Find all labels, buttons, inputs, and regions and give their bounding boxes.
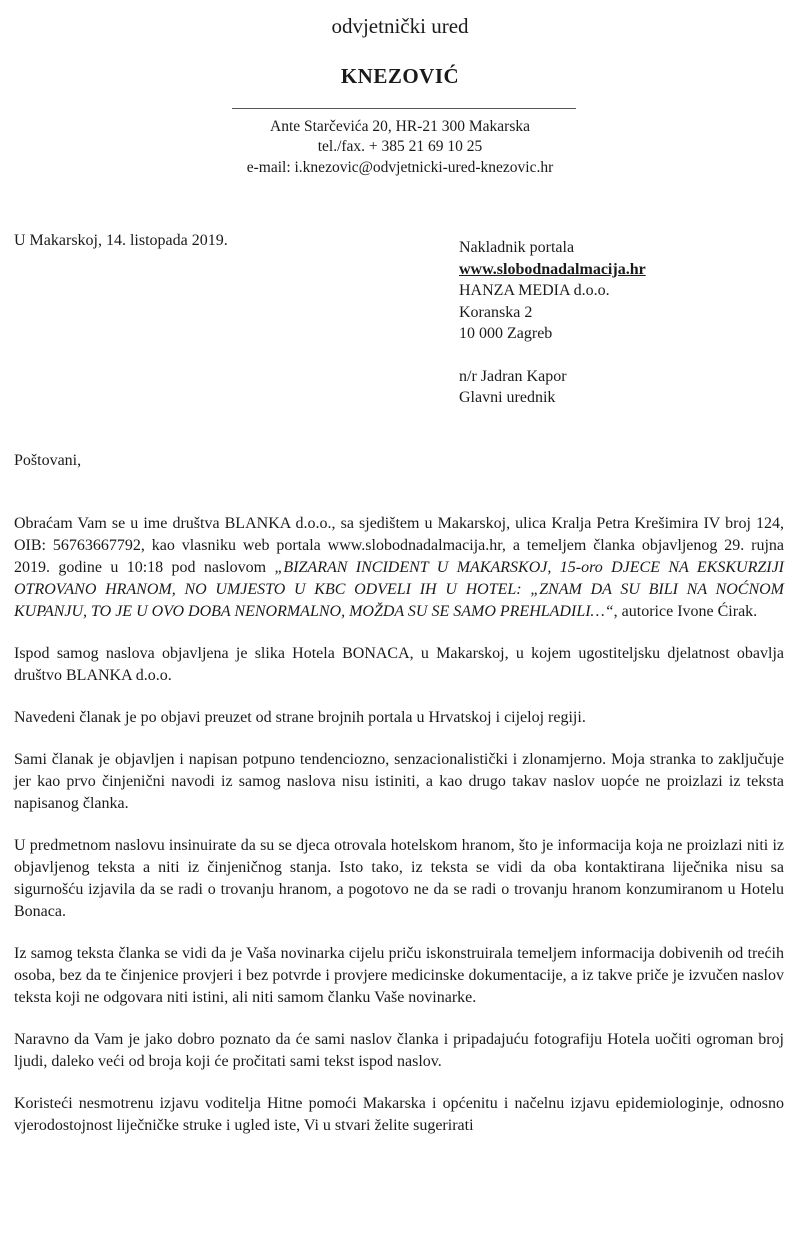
letterhead-divider [232, 108, 576, 109]
paragraph-8: Koristeći nesmotrenu izjavu voditelja Hitne pomoći Makarska i općenitu i načelnu izjavu epidemiologinje, odnosno vjerodostojnost liječničke struke i ugled iste, Vi u stvari želite sugerirati [14, 1095, 784, 1134]
paragraph-5: U predmetnom naslovu insinuirate da su se djeca otrovala hotelskom hranom, što je informacija koja ne proizlazi niti iz objavljenog teksta a niti iz činjeničnog stanja. Isto tako, iz teksta se vidi da oba kontaktirana liječnika nisu sa sigurnošću izjavila da se radi o trovanju hranom, a pogotovo ne da se radi o trovanju hranom konzumiranom u Hotelu Bonaca. [14, 837, 784, 920]
letterhead-address: Ante Starčevića 20, HR-21 300 Makarska [270, 118, 530, 135]
paragraph-1-outro: , autorice Ivone Ćirak. [613, 603, 758, 620]
letterhead-office: odvjetnički ured [331, 14, 469, 38]
paragraph-7: Naravno da Vam je jako dobro poznato da će sami naslov članka i pripadajuću fotografiju Hotela uočiti ogroman broj ljudi, daleko veći od broja koji će pročitati sami tekst ispod naslov. [14, 1031, 784, 1070]
paragraph-2: Ispod samog naslova objavljena je slika Hotela BONACA, u Makarskoj, u kojem ugostiteljsku djelatnost obavlja društvo BLANKA d.o.o. [14, 645, 784, 684]
recipient-block [459, 237, 646, 409]
paragraph-4: Sami članak je objavljen i napisan potpuno tendenciozno, senzacionalistički i zlonamjerno. Moja stranka to zaključuje jer kao prvo činjenični navodi iz samog naslova nisu istiniti, a kao drugo takav naslov uopće ne proizlazi iz teksta napisanog članka. [14, 751, 784, 812]
date-line: U Makarskoj, 14. listopada 2019. [14, 232, 228, 249]
paragraph-3: Navedeni članak je po objavi preuzet od strane brojnih portala u Hrvatskoj i cijeloj regiji. [14, 709, 586, 726]
letter-body [14, 513, 784, 1157]
recipient-spacer [459, 345, 646, 366]
paragraph-1 [14, 513, 784, 623]
recipient-city: 10 000 Zagreb [459, 325, 553, 342]
letterhead-email: e-mail: i.knezovic@odvjetnicki-ured-knezovic.hr [246, 159, 554, 176]
article-title: „BIZARAN INCIDENT U MAKARSKOJ, 15-oro DJECE NA EKSKURZIJI OTROVANO HRANOM, NO UMJESTO U KBC ODVELI IH U HOTEL: „ZNAM DA SU BILI NA NOĆNOM KUPANJU, TO JE U OVO DOBA NENORMALNO, MOŽDA SU SE SAMO PREHLADILI…“ [14, 559, 784, 620]
recipient-company: HANZA MEDIA d.o.o. [459, 282, 610, 299]
recipient-street: Koranska 2 [459, 303, 533, 321]
letterhead-surname: KNEZOVIĆ [340, 64, 460, 88]
paragraph-6: Iz samog teksta članka se vidi da je Vaša novinarka cijelu priču iskonstruirala temeljem informacija dobivenih od trećih osoba, bez da te činjenice provjeri i bez potvrde i provjere medicinske dokumentacije, a iz takve priče je izvučen naslov teksta koji ne odgovara niti istini, ali niti samom članku Vaše novinarke. [14, 945, 784, 1006]
paragraph-1-intro: Obraćam Vam se u ime društva BLANKA d.o.o., sa sjedištem u Makarskoj, ulica Kralja Petra Krešimira IV broj 124, OIB: 56763667792, kao vlasniku web portala www.slobodnadalmacija.hr, a temeljem članka objavljenog 29. rujna 2019. godine u 10:18 pod naslovom [14, 515, 784, 576]
recipient-attention: n/r Jadran Kapor [459, 367, 567, 385]
recipient-website: www.slobodnadalmacija.hr [459, 260, 646, 278]
recipient-role: Glavni urednik [459, 389, 556, 406]
letterhead-phone: tel./fax. + 385 21 69 10 25 [317, 138, 483, 155]
greeting: Poštovani, [14, 452, 82, 469]
recipient-line1: Nakladnik portala [459, 239, 575, 256]
